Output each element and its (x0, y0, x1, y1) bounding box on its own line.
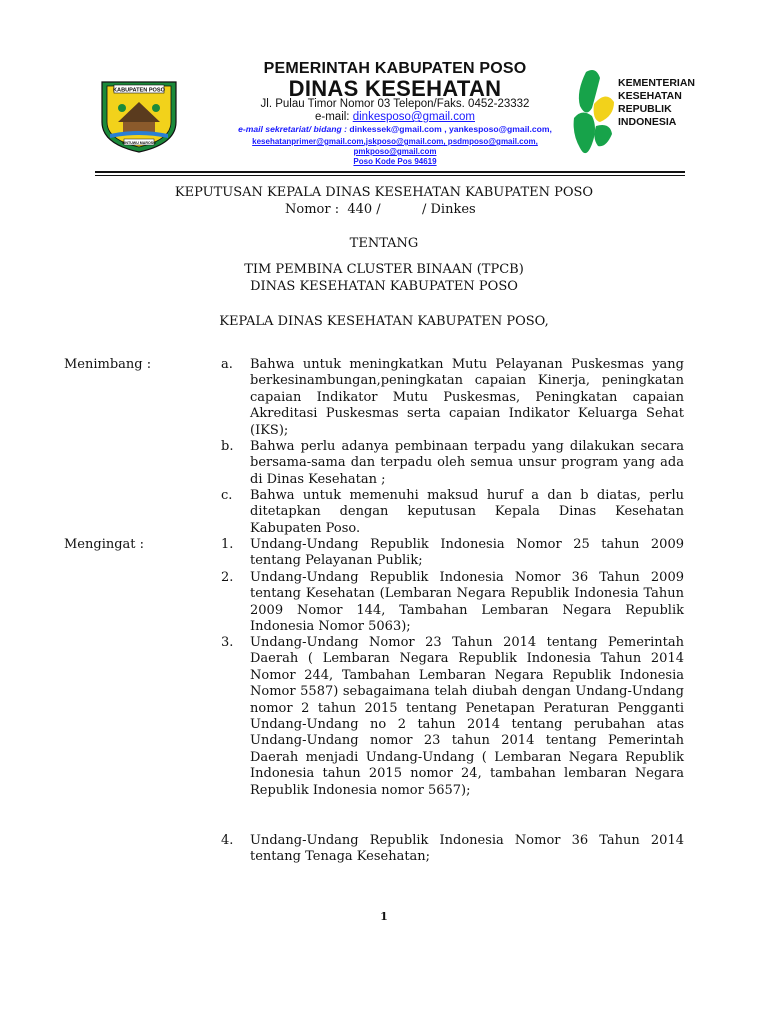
ministry-line-2: KESEHATAN (618, 90, 682, 102)
page-number: 1 (380, 910, 388, 923)
decision-title: KEPUTUSAN KEPALA DINAS KESEHATAN KABUPATEN POSO (174, 185, 594, 200)
office-name: DINAS KESEHATAN (288, 76, 502, 101)
secretariat-email-line (205, 124, 585, 134)
email-links-line-2[interactable]: kesehatanprimer@gmail.com,jskposo@gmail.com, psdmposo@gmail.com, (252, 137, 538, 146)
considering-label: Menimbang : (64, 357, 152, 372)
email-label: e-mail: (315, 111, 350, 123)
ministry-line-3: REPUBLIK (618, 103, 672, 115)
subject-line-1: TIM PEMBINA CLUSTER BINAAN (TPCB) (244, 262, 524, 277)
recalling-marker: 4. (221, 833, 234, 848)
recalling-marker: 2. (221, 570, 234, 585)
subject-line-2: DINAS KESEHATAN KABUPATEN POSO (250, 279, 518, 294)
secretariat-email-links[interactable]: dinkessek@gmail.com , yankesposo@gmail.com, (349, 124, 552, 134)
ministry-line-1: KEMENTERIAN (618, 77, 696, 89)
email-links-line-3[interactable]: pmkposo@gmail.com (353, 147, 437, 156)
kabupaten-poso-logo (96, 78, 182, 154)
recalling-label: Mengingat : (64, 537, 145, 552)
decision-number: Nomor : 440 / / Dinkes (285, 202, 476, 217)
email-line (205, 111, 585, 123)
recalling-item: Undang-Undang Republik Indonesia Nomor 36 Tahun 2009 tentang Kesehatan (Lembaran Negara Republik Indonesia Tahun 2009 Nomor 144, Tambahan Lembaran Negara Republik Indonesia Nomor 5063); (250, 570, 684, 635)
about-heading: TENTANG (349, 236, 419, 251)
considering-marker: a. (221, 357, 233, 372)
considering-item: Bahwa untuk memenuhi maksud huruf a dan b diatas, perlu ditetapkan dengan keputusan Kepala Dinas Kesehatan Kabupaten Poso. (250, 488, 684, 536)
recalling-item: Undang-Undang Republik Indonesia Nomor 25 tahun 2009 tentang Pelayanan Publik; (250, 537, 684, 569)
secretariat-label: e-mail sekretariat/ bidang : (238, 124, 347, 134)
considering-item: Bahwa untuk meningkatkan Mutu Pelayanan Puskesmas yang berkesinambungan,peningkatan capaian Kinerja, peningkatan capaian Indikator Mutu Puskesmas, Peningkatan capaian Akreditasi Puskesmas serta capaian Indikator Keluarga Sehat (IKS); (250, 357, 684, 438)
recalling-marker: 1. (221, 537, 234, 552)
kementerian-kesehatan-logo (570, 64, 696, 162)
office-address: Jl. Pulau Timor Nomor 03 Telepon/Faks. 0452-23332 (260, 98, 530, 110)
header-rule-thin (95, 175, 685, 176)
postal-code: Poso Kode Pos 94619 (353, 157, 437, 166)
considering-item: Bahwa perlu adanya pembinaan terpadu yang dilakukan secara bersama-sama dan terpadu oleh semua unsur program yang ada di Dinas Kesehatan ; (250, 439, 684, 487)
recalling-item: Undang-Undang Republik Indonesia Nomor 36 Tahun 2014 tentang Tenaga Kesehatan; (250, 833, 684, 865)
issuer-heading: KEPALA DINAS KESEHATAN KABUPATEN POSO, (219, 314, 549, 329)
government-name: PEMERINTAH KABUPATEN POSO (263, 60, 527, 77)
ministry-line-4: INDONESIA (618, 116, 677, 128)
logo-top-text: KABUPATEN POSO (112, 87, 166, 94)
email-link[interactable]: dinkesposo@gmail.com (352, 111, 475, 123)
considering-marker: b. (221, 439, 234, 454)
recalling-item: Undang-Undang Nomor 23 Tahun 2014 tentang Pemerintah Daerah ( Lembaran Negara Republik Indonesia Tahun 2014 Nomor 244, Tambahan Lembaran Negara Republik Indonesia Nomor 5587) sebagaimana telah diubah dengan Undang-Undang nomor 2 tahun 2015 tentang Penetapan Peraturan Pengganti Undang-Undang no 2 tahun 2014 tentang perubahan atas Undang-Undang nomor 23 tahun 2014 tentang Pemerintah Daerah menjadi Undang-Undang ( Lembaran Negara Republik Indonesia tahun 2015 nomor 24, tambahan lembaran Negara Republik Indonesia nomor 5657); (250, 635, 684, 798)
considering-marker: c. (221, 488, 233, 503)
logo-bottom-text: SINTUWU MAROSO (122, 140, 156, 145)
header-rule-thick (95, 171, 685, 173)
recalling-marker: 3. (221, 635, 234, 650)
